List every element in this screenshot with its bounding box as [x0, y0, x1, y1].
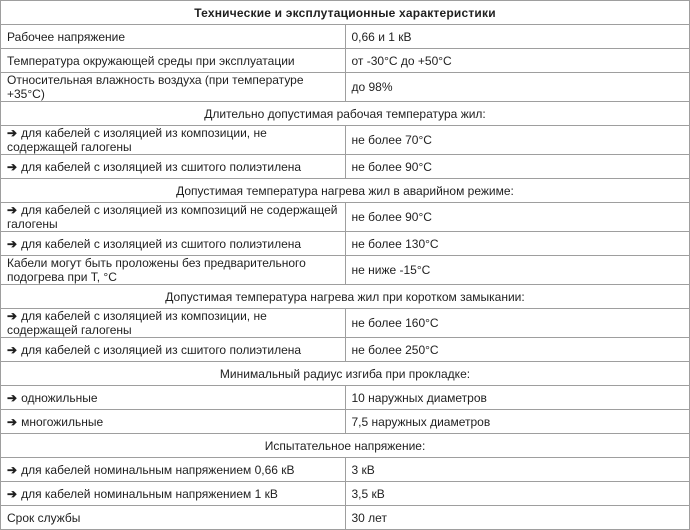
section-row [1, 179, 690, 203]
table-row [1, 506, 690, 530]
arrow-right-icon: ➔ [7, 126, 18, 140]
section-label: Испытательное напряжение: [1, 434, 690, 458]
row-label-cell [1, 458, 346, 482]
arrow-right-icon: ➔ [7, 203, 18, 217]
arrow-right-icon: ➔ [7, 462, 18, 477]
table-row [1, 25, 690, 49]
section-label: Допустимая температура нагрева жил при коротком замыкании: [1, 285, 690, 309]
table-row [1, 256, 690, 285]
row-label: многожильные [21, 414, 104, 429]
table-row [1, 49, 690, 73]
section-row [1, 285, 690, 309]
row-label: Срок службы [7, 510, 81, 525]
row-value: от -30°С до +50°С [345, 49, 690, 73]
row-value: не более 160°С [345, 309, 690, 338]
row-label: для кабелей с изоляцией из сшитого полиэтилена [21, 342, 302, 357]
row-value: 0,66 и 1 кВ [345, 25, 690, 49]
row-label-cell [1, 126, 346, 155]
row-value: 10 наружных диаметров [345, 386, 690, 410]
row-label: для кабелей с изоляцией из сшитого полиэтилена [21, 236, 302, 251]
row-label: одножильные [21, 390, 98, 405]
arrow-right-icon: ➔ [7, 159, 18, 174]
section-row [1, 434, 690, 458]
row-label-cell [1, 73, 346, 102]
row-value: не более 130°С [345, 232, 690, 256]
row-value: не более 90°С [345, 203, 690, 232]
table-row [1, 458, 690, 482]
row-value: до 98% [345, 73, 690, 102]
table-row [1, 73, 690, 102]
section-label: Длительно допустимая рабочая температура жил: [1, 102, 690, 126]
section-row [1, 362, 690, 386]
row-label-cell [1, 232, 346, 256]
row-label: для кабелей с изоляцией из композиции, не содержащей галогены [7, 309, 267, 337]
row-label-cell [1, 25, 346, 49]
section-label: Допустимая температура нагрева жил в аварийном режиме: [1, 179, 690, 203]
row-value: не более 90°С [345, 155, 690, 179]
row-label-cell [1, 338, 346, 362]
row-label: для кабелей с изоляцией из сшитого полиэтилена [21, 159, 302, 174]
arrow-right-icon: ➔ [7, 342, 18, 357]
row-label-cell [1, 49, 346, 73]
row-label-cell [1, 155, 346, 179]
row-label-cell [1, 506, 346, 530]
row-label: для кабелей с изоляцией из композиций не содержащей галогены [7, 203, 338, 231]
row-value: не ниже -15°С [345, 256, 690, 285]
table-row [1, 126, 690, 155]
row-value: 3,5 кВ [345, 482, 690, 506]
row-label-cell [1, 482, 346, 506]
table-row [1, 410, 690, 434]
arrow-right-icon: ➔ [7, 309, 18, 323]
row-label-cell [1, 309, 346, 338]
spec-table-body [1, 1, 690, 530]
row-label: Кабели могут быть проложены без предварительного подогрева при Т, °С [7, 256, 306, 284]
row-label-cell [1, 410, 346, 434]
table-row [1, 203, 690, 232]
row-label-cell [1, 256, 346, 285]
table-row [1, 155, 690, 179]
arrow-right-icon: ➔ [7, 390, 18, 405]
table-title: Технические и эксплутационные характеристики [1, 1, 690, 25]
table-row [1, 386, 690, 410]
row-label-cell [1, 203, 346, 232]
arrow-right-icon: ➔ [7, 414, 18, 429]
table-row [1, 338, 690, 362]
row-label: Рабочее напряжение [7, 29, 126, 44]
row-label-cell [1, 386, 346, 410]
table-title-row [1, 1, 690, 25]
arrow-right-icon: ➔ [7, 236, 18, 251]
table-row [1, 482, 690, 506]
row-value: 30 лет [345, 506, 690, 530]
row-label: для кабелей номинальным напряжением 1 кВ [21, 486, 278, 501]
row-label: для кабелей номинальным напряжением 0,66 кВ [21, 462, 295, 477]
row-label: Относительная влажность воздуха (при температуре +35°С) [7, 73, 304, 101]
row-label: для кабелей с изоляцией из композиции, не содержащей галогены [7, 126, 267, 154]
table-row [1, 232, 690, 256]
row-value: 3 кВ [345, 458, 690, 482]
table-row [1, 309, 690, 338]
row-value: не более 250°С [345, 338, 690, 362]
row-value: 7,5 наружных диаметров [345, 410, 690, 434]
section-row [1, 102, 690, 126]
row-label: Температура окружающей среды при эксплуатации [7, 53, 295, 68]
arrow-right-icon: ➔ [7, 486, 18, 501]
section-label: Минимальный радиус изгиба при прокладке: [1, 362, 690, 386]
row-value: не более 70°С [345, 126, 690, 155]
